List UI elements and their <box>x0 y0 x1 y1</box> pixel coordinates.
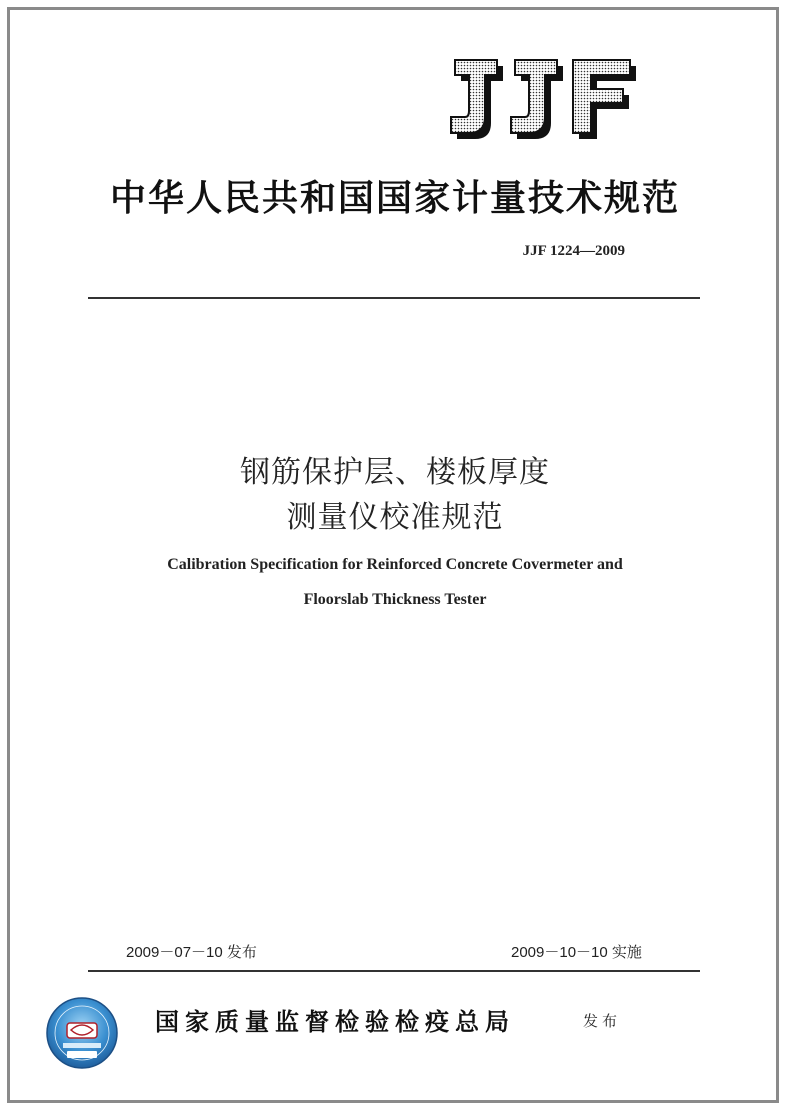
top-divider <box>88 297 700 299</box>
document-type-title: 中华人民共和国国家计量技术规范 <box>109 178 680 219</box>
bottom-divider <box>88 970 700 972</box>
jjf-logo <box>445 55 645 145</box>
anti-counterfeit-seal-icon <box>45 996 119 1070</box>
english-title-line-2: Floorslab Thickness Tester <box>303 591 487 608</box>
implementation-date: 2009－10－10 实施 <box>511 944 642 961</box>
publisher-name: 国家质量监督检验检疫总局 <box>155 1008 515 1036</box>
chinese-title-line-1: 钢筋保护层、楼板厚度 <box>240 455 550 490</box>
english-title-line-1: Calibration Specification for Reinforced Concrete Covermeter and <box>167 556 623 573</box>
issue-date: 2009－07－10 发布 <box>126 944 257 961</box>
chinese-title-line-2: 测量仪校准规范 <box>286 500 504 535</box>
publisher-suffix: 发布 <box>583 1012 622 1030</box>
standard-number: JJF 1224—2009 <box>522 243 625 259</box>
